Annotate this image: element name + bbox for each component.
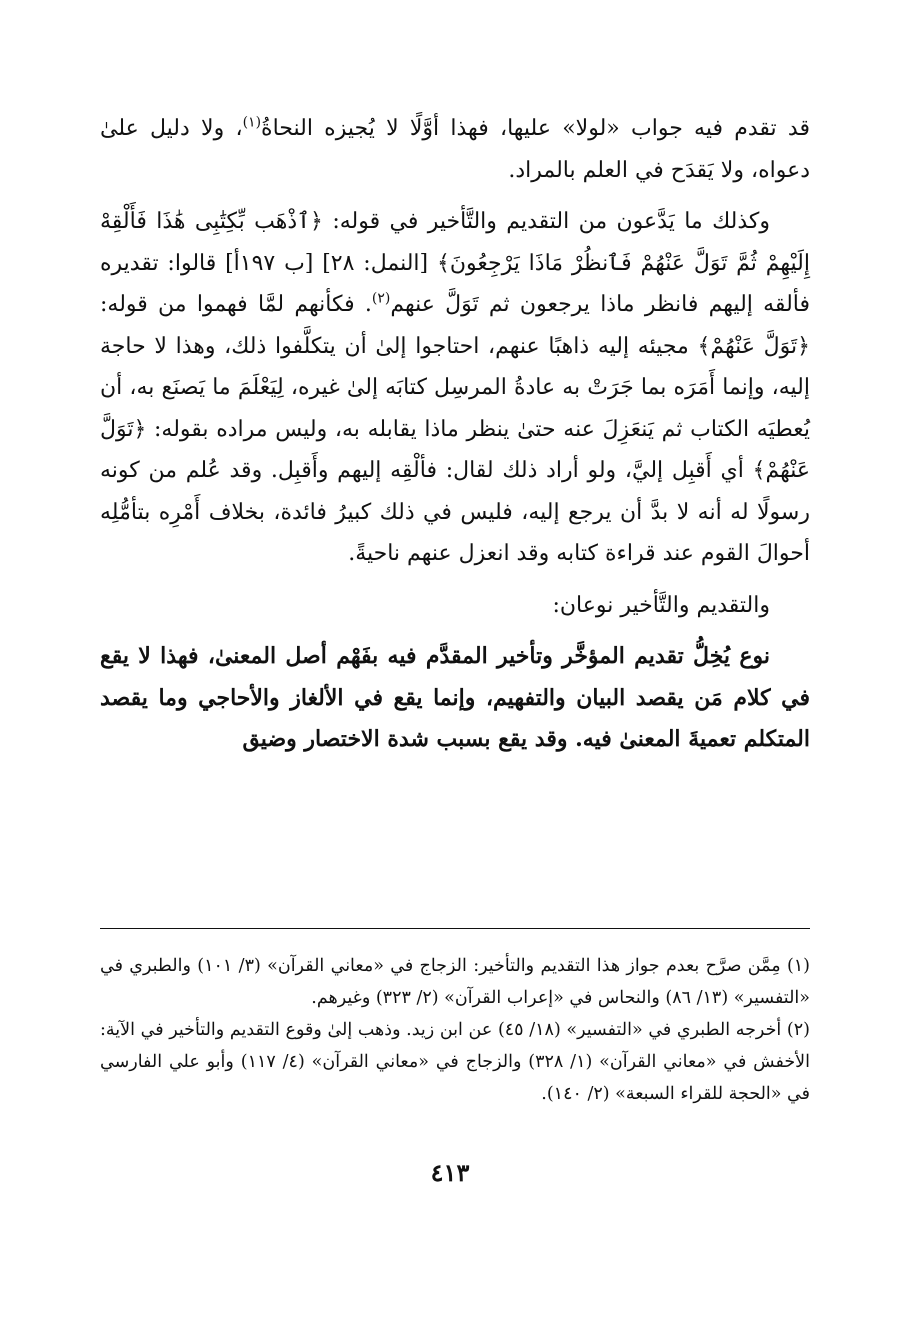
page-number: ٤١٣	[430, 1158, 470, 1187]
paragraph-1-text-a: قد تقدم فيه جواب «لولا» عليها، فهذا أوَّلًا لا يُجيزه النحاةُ	[261, 116, 810, 141]
footnote-2	[100, 1014, 810, 1110]
footnote-marker-2: (٢)	[371, 290, 391, 307]
paragraph-4: نوع يُخِلُّ تقديم المؤخَّر وتأخير المقدَّم فيه بفَهْم أصل المعنىٰ، فهذا لا يقع في كلام مَن يقصد البيان والتفهيم، وإنما يقع في الألغاز والأحاجي وما يقصد المتكلم تعميةَ المعنىٰ فيه. وقد يقع بسبب شدة الاختصار وضيق	[100, 643, 810, 752]
paragraph-2-text-b: . فكأنهم لمَّا فهموا من قوله: ﴿تَوَلَّ عَنْهُمْ﴾ مجيئه إليه ذاهبًا عنهم، احتاجوا إلىٰ أن يتكلَّفوا ذلك، وهذا لا حاجة إليه، وإنما أَمَرَه بما جَرَتْ به عادةُ المرسِل كتابَه إلىٰ غيره، لِيَعْلَمَ ما يَصنَع به، أن يُعطيَه الكتاب ثم يَنعَزِلَ عنه حتىٰ ينظر ماذا يقابله به، وليس مراده بقوله: ﴿تَوَلَّ عَنْهُمْ﴾ أي أَقبِل إليَّ، ولو أراد ذلك لقال: فألْقِه إليهم وأَقبِل. وقد عُلم من كونه رسولًا له أنه لا بدَّ أن يرجع إليه، فليس في ذلك كبيرُ فائدة، بخلاف أَمْرِه بتأمُّلِه أحوالَ القوم عند قراءة كتابه وقد انعزل عنهم ناحيةً.	[100, 292, 810, 566]
footnote-2-number: (٢)	[786, 1020, 810, 1040]
footnote-1	[100, 950, 810, 1014]
footnote-1-text: مِمَّن صرَّح بعدم جواز هذا التقديم والتأخير: الزجاج في «معاني القرآن» (٣/ ١٠١) والطبري في «التفسير» (١٣/ ٨٦) والنحاس في «إعراب القرآن» (٢/ ٣٢٣) وغيرهم.	[100, 956, 810, 1008]
footnote-separator	[100, 928, 810, 929]
footnote-2-text: أخرجه الطبري في «التفسير» (١٨/ ٤٥) عن ابن زيد. وذهب إلىٰ وقوع التقديم والتأخير في الآية: الأخفش في «معاني القرآن» (١/ ٣٢٨) والزجاج في «معاني القرآن» (٤/ ١١٧) وأبو علي الفارسي في «الحجة للقراء السبعة» (٢/ ١٤٠).	[100, 1020, 811, 1104]
paragraph-2	[100, 201, 810, 575]
main-text	[100, 108, 810, 771]
footnote-1-number: (١)	[786, 956, 810, 976]
paragraph-2-text-a: وكذلك ما يَدَّعون من التقديم والتَّأخير في قوله: ﴿ٱذْهَب بِّكِتَٰبِى هَٰذَا فَأَلْقِهْ إِلَيْهِمْ ثُمَّ تَوَلَّ عَنْهُمْ فَٱنظُرْ مَاذَا يَرْجِعُونَ﴾ [النمل: ٢٨] [ب ١٩٧أ] قالوا: تقديره فألقه إليهم فانظر ماذا يرجعون ثم تَوَلَّ عنهم	[100, 209, 810, 317]
paragraph-1-text-b: ، ولا دليل علىٰ دعواه، ولا يَقدَح في العلم بالمراد.	[100, 116, 810, 183]
paragraph-1	[100, 108, 810, 191]
paragraph-3: والتقديم والتَّأخير نوعان:	[552, 592, 770, 618]
footnote-marker-1: (١)	[242, 114, 262, 131]
footnotes	[100, 950, 810, 1110]
